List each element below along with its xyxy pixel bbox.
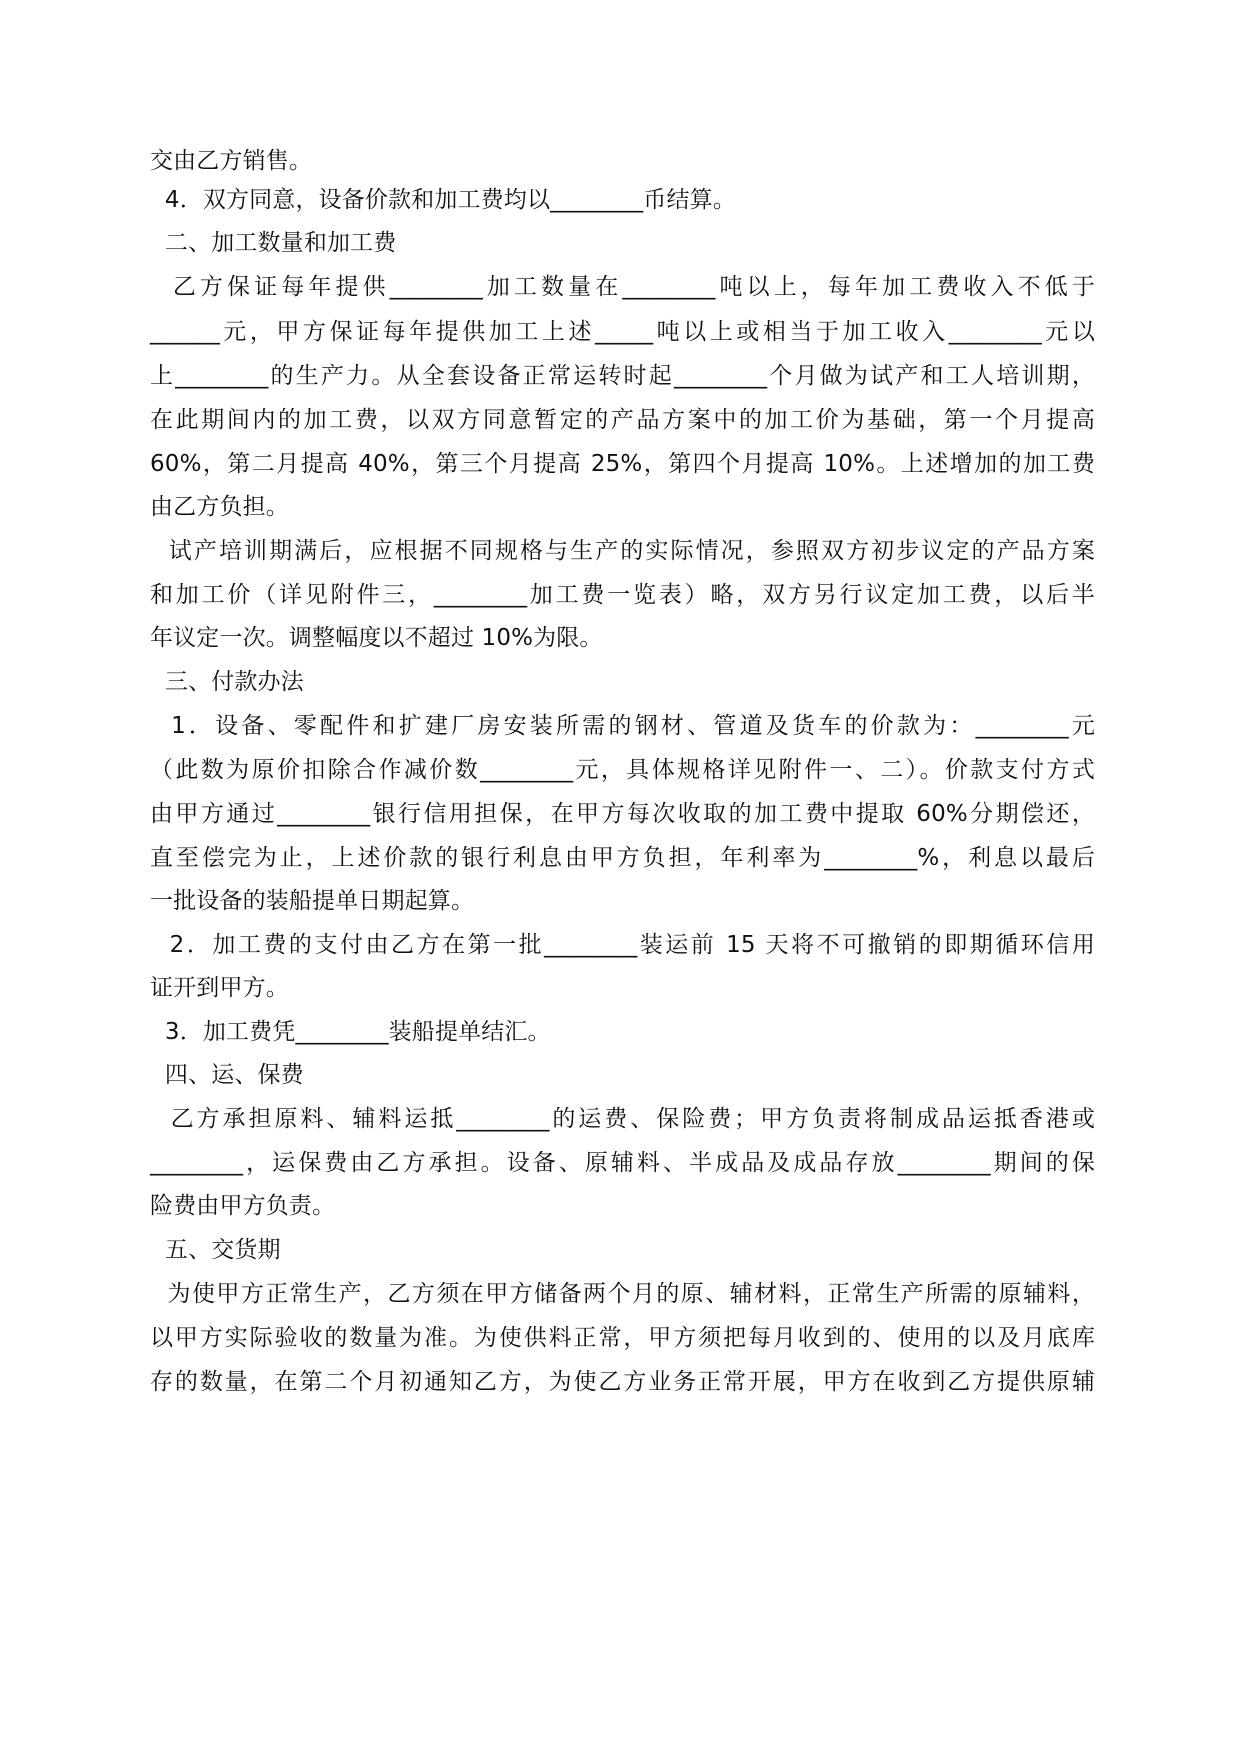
text-line-1: 交由乙方销售。 — [150, 148, 313, 174]
text-line-19: 2．加工费的支付由乙方在第一批________装运前 15 天将不可撤销的即期循环信用 — [150, 932, 1095, 958]
text-line-16: 由甲方通过________银行信用担保，在甲方每次收取的加工费中提取 60%分期偿还， — [150, 801, 1095, 827]
text-line-18: 一批设备的装船提单日期起算。 — [150, 888, 475, 914]
section-heading-2: 二、加工数量和加工费 — [150, 230, 397, 256]
text-line-28: 以甲方实际验收的数量为准。为使供料正常，甲方须把每月收到的、使用的以及月底库 — [150, 1325, 1095, 1351]
text-line-29: 存的数量，在第二个月初通知乙方，为使乙方业务正常开展，甲方在收到乙方提供原辅 — [150, 1369, 1095, 1395]
text-line-15: （此数为原价扣除合作减价数________元，具体规格详见附件一、二）。价款支付方式 — [150, 757, 1095, 783]
text-line-20: 证开到甲方。 — [150, 975, 289, 1001]
text-line-7: 在此期间内的加工费，以双方同意暂定的产品方案中的加工价为基础，第一个月提高 — [150, 407, 1095, 433]
text-line-6: 上________的生产力。从全套设备正常运转时起________个月做为试产和工人培训期， — [150, 363, 1095, 389]
text-line-5: ______元，甲方保证每年提供加工上述_____吨以上或相当于加工收入________元以 — [150, 319, 1095, 345]
section-heading-5: 五、交货期 — [150, 1237, 281, 1263]
text-line-12: 年议定一次。调整幅度以不超过 10%为限。 — [150, 625, 603, 651]
text-line-24: ________，运保费由乙方承担。设备、原辅料、半成品及成品存放________期间的保 — [150, 1150, 1095, 1176]
section-heading-3: 三、付款办法 — [150, 669, 304, 695]
text-line-21: 3．加工费凭________装船提单结汇。 — [150, 1019, 551, 1045]
text-line-17: 直至偿完为止，上述价款的银行利息由甲方负担，年利率为________%，利息以最后 — [150, 845, 1095, 871]
text-line-27: 为使甲方正常生产，乙方须在甲方储备两个月的原、辅材料，正常生产所需的原辅料， — [150, 1281, 1095, 1307]
section-heading-4: 四、运、保费 — [150, 1062, 304, 1088]
text-line-9: 由乙方负担。 — [150, 494, 289, 520]
text-line-11: 和加工价（详见附件三，________加工费一览表）略，双方另行议定加工费，以后半 — [150, 582, 1095, 608]
text-line-25: 险费由甲方负责。 — [150, 1193, 336, 1219]
text-line-14: 1．设备、零配件和扩建厂房安装所需的钢材、管道及货车的价款为：________元 — [150, 713, 1095, 739]
text-line-10: 试产培训期满后，应根据不同规格与生产的实际情况，参照双方初步议定的产品方案 — [150, 538, 1095, 564]
text-line-23: 乙方承担原料、辅料运抵________的运费、保险费；甲方负责将制成品运抵香港或 — [150, 1106, 1095, 1132]
text-line-2: 4．双方同意，设备价款和加工费均以________币结算。 — [150, 187, 736, 213]
text-line-4: 乙方保证每年提供________加工数量在________吨以上，每年加工费收入不低于 — [150, 274, 1095, 300]
text-line-8: 60%，第二月提高 40%，第三个月提高 25%，第四个月提高 10%。上述增加的加工费 — [150, 451, 1095, 477]
